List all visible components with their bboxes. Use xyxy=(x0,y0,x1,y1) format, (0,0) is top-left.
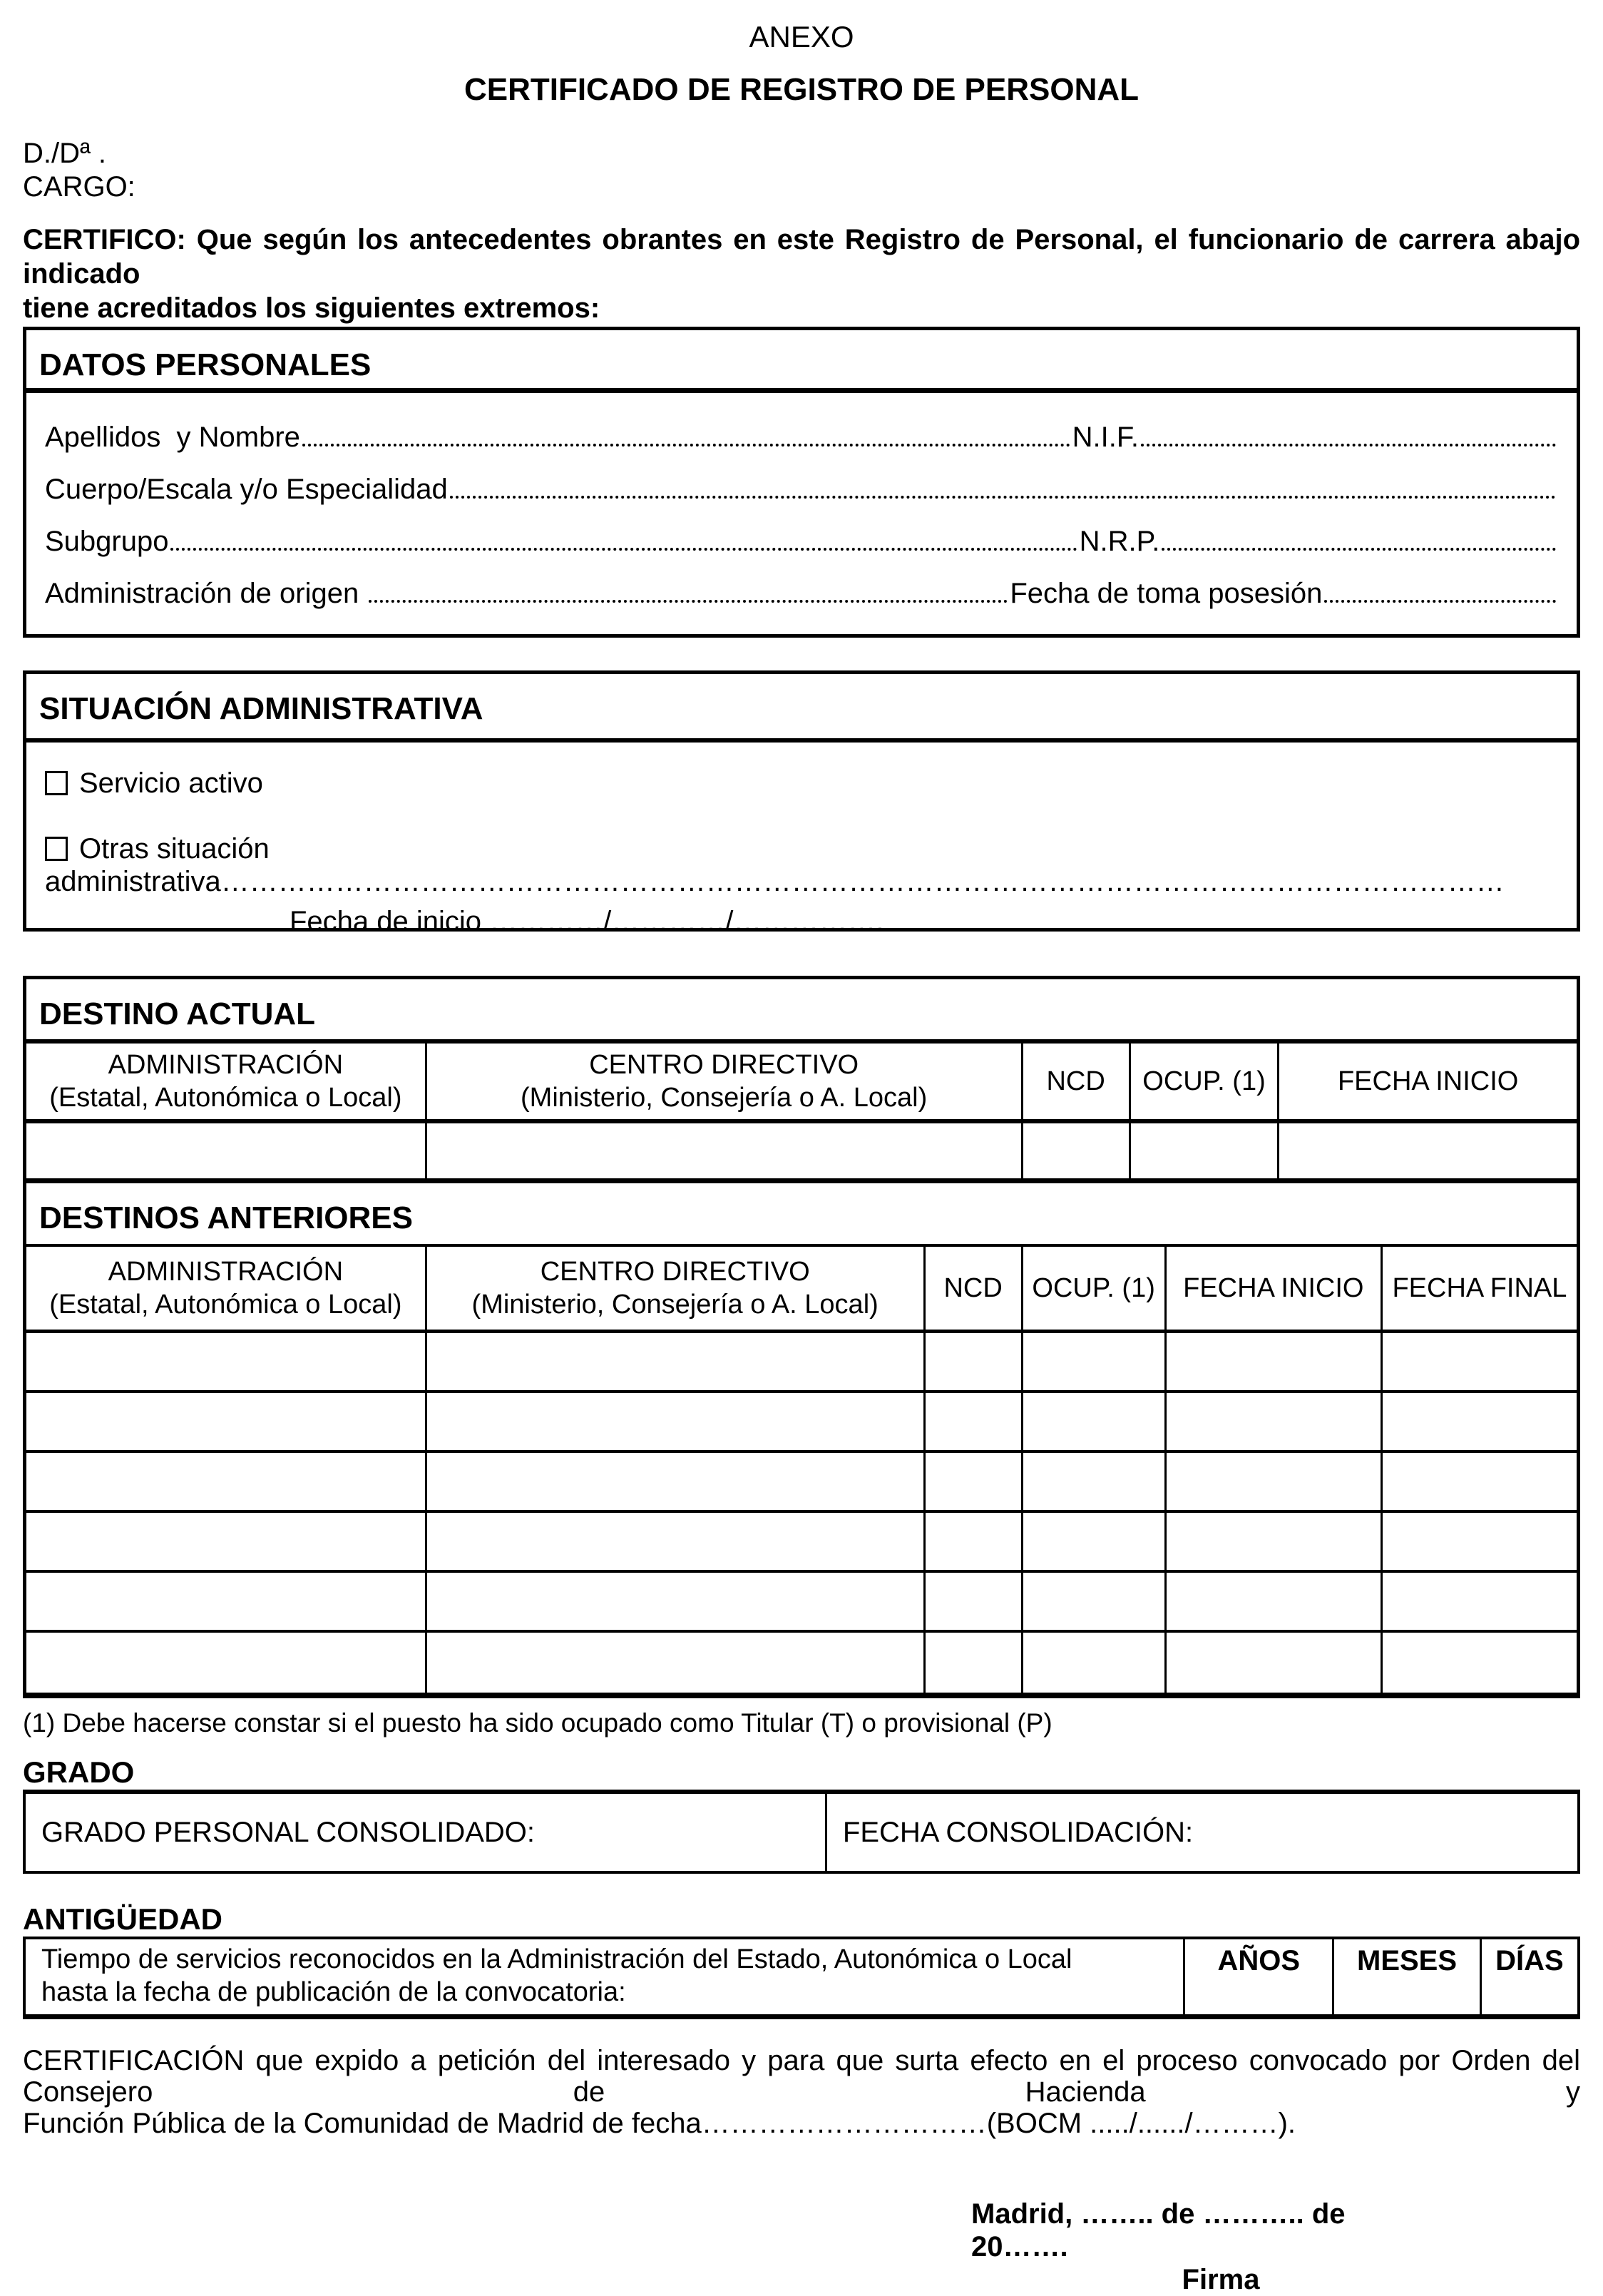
servicio-activo-row xyxy=(45,767,1558,800)
administracion-origen-label: Administración de origen xyxy=(45,578,367,609)
header-centro-directivo: CENTRO DIRECTIVO (Ministerio, Consejería o A. Local) xyxy=(425,1044,1021,1119)
table-cell xyxy=(1164,1633,1381,1693)
grado-personal-consolidado-cell: GRADO PERSONAL CONSOLIDADO: xyxy=(26,1794,827,1871)
table-cell xyxy=(923,1453,1021,1510)
table-cell xyxy=(425,1573,923,1630)
signature-block xyxy=(971,2198,1428,2296)
table-cell xyxy=(923,1573,1021,1630)
table-cell xyxy=(425,1513,923,1570)
row-apellidos-nif xyxy=(45,422,1558,453)
header-ncd: NCD xyxy=(1021,1044,1129,1119)
situacion-title: SITUACIÓN ADMINISTRATIVA xyxy=(26,674,1577,743)
table-row xyxy=(26,1573,1577,1633)
row-administracion-fecha xyxy=(45,578,1558,609)
table-cell xyxy=(1381,1513,1577,1570)
dotted-line xyxy=(1141,444,1556,447)
certificacion-line2: Función Pública de la Comunidad de Madrid de fecha…………………………(BOCM ...../....../………). xyxy=(23,2108,1296,2139)
servicio-activo-checkbox[interactable] xyxy=(45,771,68,795)
certificacion-line1: CERTIFICACIÓN que expido a petición del interesado y para que surta efecto en el proceso convocado por Orden del Consejero de Hacienda y xyxy=(23,2045,1580,2108)
header-fecha-inicio: FECHA INICIO xyxy=(1164,1247,1381,1330)
dotted-line xyxy=(170,548,1077,551)
certifico-line1: CERTIFICO: Que según los antecedentes obrantes en este Registro de Personal, el funcionario de carrera abajo indicado xyxy=(23,224,1580,290)
table-row xyxy=(26,1333,1577,1393)
administrativa-dotted-line: administrativa……………………………………………………………………………………………………………………… xyxy=(45,866,1505,897)
table-cell xyxy=(26,1513,425,1570)
servicio-activo-label: Servicio activo xyxy=(79,767,263,799)
header-administracion: ADMINISTRACIÓN (Estatal, Autonómica o Local) xyxy=(49,1257,402,1320)
datos-personales-box xyxy=(23,327,1580,638)
table-cell xyxy=(923,1333,1021,1390)
identification-block xyxy=(23,137,1580,204)
certifico-paragraph xyxy=(23,223,1580,325)
destino-actual-empty-row xyxy=(26,1123,1577,1183)
destinos-anteriores-rows xyxy=(26,1333,1577,1693)
datos-personales-rows xyxy=(26,393,1577,609)
table-cell xyxy=(1021,1573,1164,1630)
table-cell xyxy=(1021,1393,1164,1450)
header-ocup: OCUP. (1) xyxy=(1129,1044,1278,1119)
table-cell xyxy=(26,1573,425,1630)
header-ncd: NCD xyxy=(923,1247,1021,1330)
table-cell xyxy=(1381,1453,1577,1510)
otras-situacion-label: Otras situación xyxy=(79,833,270,864)
row-cuerpo-escala xyxy=(45,474,1558,505)
row-subgrupo-nrp xyxy=(45,526,1558,557)
destinos-box xyxy=(23,976,1580,1698)
header-ocup: OCUP. (1) xyxy=(1021,1247,1164,1330)
subgrupo-label: Subgrupo xyxy=(45,526,169,557)
table-cell xyxy=(1021,1633,1164,1693)
apellidos-label: Apellidos y Nombre xyxy=(45,422,300,453)
table-cell xyxy=(1164,1393,1381,1450)
table-cell xyxy=(425,1333,923,1390)
header-administracion: ADMINISTRACIÓN (Estatal, Autonómica o Local) xyxy=(49,1050,402,1113)
antiguedad-table xyxy=(23,1937,1580,2019)
table-cell xyxy=(26,1333,425,1390)
table-cell xyxy=(425,1393,923,1450)
dotted-line xyxy=(302,444,1070,447)
table-cell xyxy=(1164,1453,1381,1510)
table-cell xyxy=(1277,1123,1577,1178)
datos-personales-title: DATOS PERSONALES xyxy=(26,330,1577,393)
anos-column-header: AÑOS xyxy=(1183,1939,1332,2014)
table-cell xyxy=(1021,1333,1164,1390)
cargo-line: CARGO: xyxy=(23,171,135,203)
table-cell xyxy=(26,1393,425,1450)
dotted-line xyxy=(1162,548,1556,551)
table-cell xyxy=(425,1123,1021,1178)
table-row xyxy=(26,1453,1577,1513)
antiguedad-heading: ANTIGÜEDAD xyxy=(23,1902,222,1936)
header-fecha-final: FECHA FINAL xyxy=(1381,1247,1577,1330)
nrp-label: N.R.P. xyxy=(1079,526,1160,557)
table-row xyxy=(26,1633,1577,1693)
madrid-date-line: Madrid, …….. de ……….. de 20……. xyxy=(971,2198,1346,2262)
otras-situacion-checkbox[interactable] xyxy=(45,837,68,861)
otras-situacion-row xyxy=(45,832,1558,865)
table-row xyxy=(26,1513,1577,1573)
table-cell xyxy=(26,1453,425,1510)
page-title: CERTIFICADO DE REGISTRO DE PERSONAL xyxy=(464,72,1139,107)
dotted-line xyxy=(369,600,1008,603)
destino-actual-header-row xyxy=(26,1044,1577,1123)
table-cell xyxy=(923,1633,1021,1693)
destinos-anteriores-header-row xyxy=(26,1247,1577,1333)
certificacion-paragraph xyxy=(23,2045,1580,2139)
dias-column-header: DÍAS xyxy=(1480,1939,1577,2014)
footnote: (1) Debe hacerse constar si el puesto ha sido ocupado como Titular (T) o provisional (P) xyxy=(23,1708,1053,1738)
table-cell xyxy=(26,1633,425,1693)
table-cell xyxy=(425,1633,923,1693)
table-cell xyxy=(923,1513,1021,1570)
table-cell xyxy=(1381,1573,1577,1630)
situacion-body xyxy=(26,743,1577,938)
grado-heading: GRADO xyxy=(23,1755,135,1789)
table-cell xyxy=(26,1123,425,1178)
table-cell xyxy=(1164,1333,1381,1390)
firma-label: Firma xyxy=(1182,2264,1260,2295)
dd-line: D./Dª . xyxy=(23,138,107,169)
table-cell xyxy=(1021,1453,1164,1510)
certifico-line2: tiene acreditados los siguientes extremos: xyxy=(23,292,600,324)
fecha-inicio-line: Fecha de inicio …………/…………/……………. xyxy=(290,906,884,937)
fecha-toma-posesion-label: Fecha de toma posesión xyxy=(1010,578,1323,609)
table-cell xyxy=(1381,1333,1577,1390)
table-cell xyxy=(1381,1633,1577,1693)
table-cell xyxy=(1021,1123,1129,1178)
table-cell xyxy=(1164,1513,1381,1570)
header-fecha-inicio: FECHA INICIO xyxy=(1277,1044,1577,1119)
table-cell xyxy=(1381,1393,1577,1450)
nif-label: N.I.F. xyxy=(1072,422,1139,453)
dotted-line xyxy=(450,496,1556,499)
destino-actual-title: DESTINO ACTUAL xyxy=(26,979,1577,1044)
table-cell xyxy=(425,1453,923,1510)
header-centro-directivo: CENTRO DIRECTIVO (Ministerio, Consejería o A. Local) xyxy=(425,1247,923,1330)
table-cell xyxy=(923,1393,1021,1450)
grado-table xyxy=(23,1790,1580,1874)
antiguedad-description-cell: Tiempo de servicios reconocidos en la Administración del Estado, Autonómica o Local hasta la fecha de publicación de la convocatoria: xyxy=(41,1944,1072,2007)
cuerpo-escala-label: Cuerpo/Escala y/o Especialidad xyxy=(45,474,448,505)
annex-title: ANEXO xyxy=(749,20,854,53)
meses-column-header: MESES xyxy=(1332,1939,1480,2014)
table-cell xyxy=(1129,1123,1278,1178)
destinos-anteriores-title: DESTINOS ANTERIORES xyxy=(26,1183,1577,1247)
situacion-administrativa-box xyxy=(23,670,1580,937)
table-cell xyxy=(1021,1513,1164,1570)
fecha-consolidacion-cell: FECHA CONSOLIDACIÓN: xyxy=(842,1816,1194,1848)
table-cell xyxy=(1164,1573,1381,1630)
table-row xyxy=(26,1393,1577,1453)
dotted-line xyxy=(1324,600,1556,603)
